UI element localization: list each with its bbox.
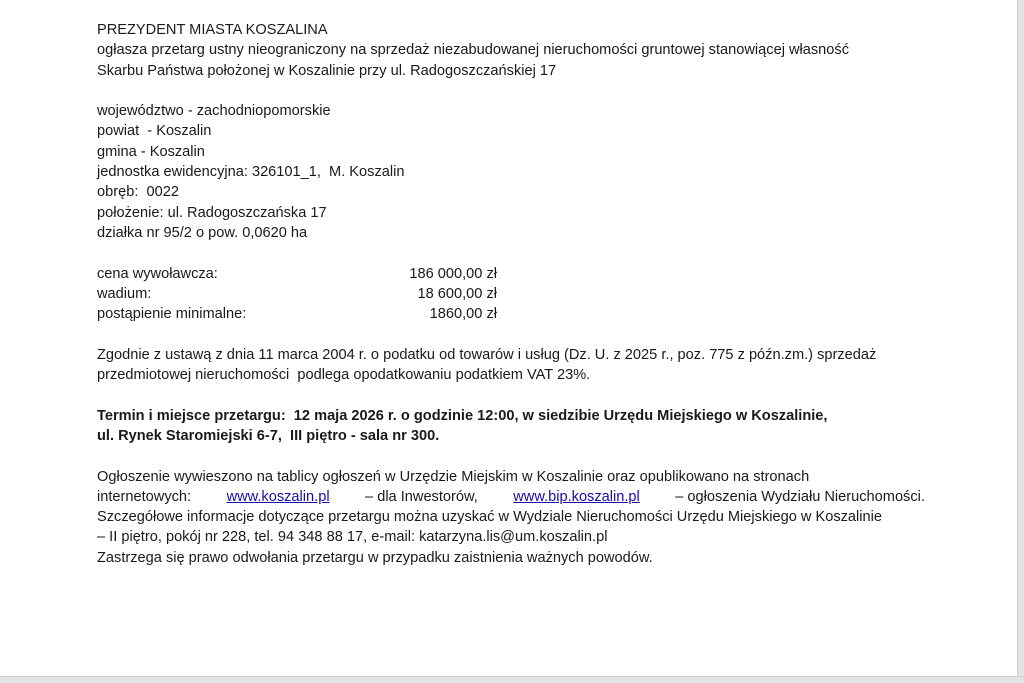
- price-row-postapienie: [97, 304, 497, 324]
- window-frame-bottom: [0, 676, 1024, 683]
- notice-line-2: [97, 487, 925, 507]
- termin-line-1: Termin i miejsce przetargu: 12 maja 2026 r. o godzinie 12:00, w siedzibie Urzędu Miejskiego w Koszalinie,: [97, 407, 828, 424]
- notice-investors: – dla Inwestorów,: [365, 488, 478, 505]
- vat-line-2: przedmiotowej nieruchomości podlega opodatkowaniu podatkiem VAT 23%.: [97, 367, 591, 384]
- notice-line-3: Szczegółowe informacje dotyczące przetargu można uzyskać w Wydziale Nieruchomości Urzędu Miejskiego w Koszalinie: [97, 509, 883, 526]
- window-frame-right: [1017, 0, 1024, 683]
- powiat-line: powiat - Koszalin: [97, 123, 212, 140]
- polozenie-line: położenie: ul. Radogoszczańska 17: [97, 204, 327, 221]
- issuer-heading: PREZYDENT MIASTA KOSZALINA: [97, 22, 328, 38]
- notice-line-1: Ogłoszenie wywieszono na tablicy ogłoszeń w Urzędzie Miejskim w Koszalinie oraz opublikowano na stronach: [97, 468, 810, 485]
- document-content: [97, 20, 925, 568]
- price-value: 18 600,00 zł: [417, 285, 497, 302]
- jednostka-line: jednostka ewidencyjna: 326101_1, M. Koszalin: [97, 164, 405, 181]
- intro-line-2: Skarbu Państwa położonej w Koszalinie przy ul. Radogoszczańskiej 17: [97, 62, 557, 79]
- dzialka-line: działka nr 95/2 o pow. 0,0620 ha: [97, 224, 308, 241]
- price-row-wadium: [97, 284, 497, 304]
- gmina-line: gmina - Koszalin: [97, 143, 205, 160]
- termin-line-2: ul. Rynek Staromiejski 6-7, III piętro - sala nr 300.: [97, 427, 440, 444]
- obreb-line: obręb: 0022: [97, 184, 179, 201]
- price-label: cena wywoławcza:: [97, 265, 218, 282]
- notice-line-5: Zastrzega się prawo odwołania przetargu w przypadku zaistnienia ważnych powodów.: [97, 549, 653, 566]
- bip-koszalin-link[interactable]: www.bip.koszalin.pl: [513, 488, 640, 505]
- koszalin-link[interactable]: www.koszalin.pl: [226, 488, 330, 505]
- price-label: postąpienie minimalne:: [97, 306, 247, 323]
- price-label: wadium:: [97, 285, 152, 302]
- notice-wydzial: – ogłoszenia Wydziału Nieruchomości.: [675, 488, 925, 505]
- intro-line-1: ogłasza przetarg ustny nieograniczony na sprzedaż niezabudowanej nieruchomości gruntowej stanowiącej własność: [97, 42, 850, 59]
- price-row-cena: [97, 264, 497, 284]
- vat-line-1: Zgodnie z ustawą z dnia 11 marca 2004 r. o podatku od towarów i usług (Dz. U. z 2025 r., poz. 775 z późn.zm.) sprzedaż: [97, 346, 877, 363]
- notice-line-4: – II piętro, pokój nr 228, tel. 94 348 88 17, e-mail: katarzyna.lis@um.koszalin.pl: [97, 529, 608, 546]
- price-value: 186 000,00 zł: [409, 265, 497, 282]
- price-value: 1860,00 zł: [429, 306, 497, 323]
- notice-prefix: internetowych:: [97, 488, 192, 505]
- wojewodztwo-line: województwo - zachodniopomorskie: [97, 103, 331, 120]
